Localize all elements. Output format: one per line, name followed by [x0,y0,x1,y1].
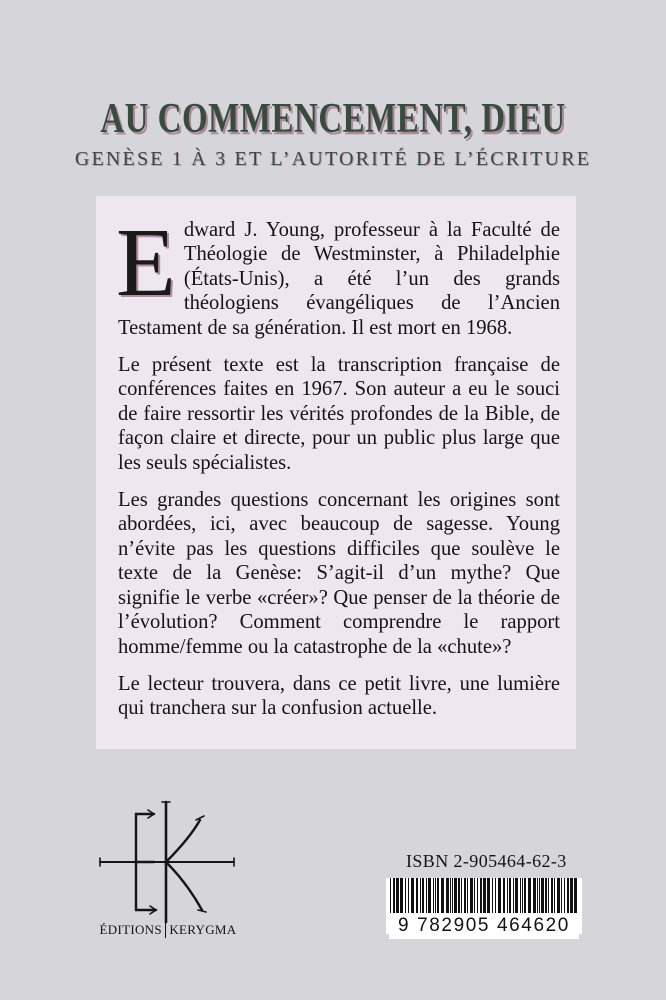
drop-cap: E [116,209,176,317]
publisher-name-left: ÉDITIONS [99,922,162,937]
back-cover-blurb [96,196,576,749]
blurb-paragraph-2: Le présent texte est la transcription française de conférences faites en 1967. Son auteur a eu le souci de faire ressortir les vérités profondes de la Bible, de façon claire et directe, pour un public plus large que les seuls spécialistes. [118,354,560,474]
publisher-logo [96,800,238,940]
book-subtitle: GENÈSE 1 À 3 ET L’AUTORITÉ DE L’ÉCRITURE [74,148,592,170]
publisher-name-divider [165,922,167,938]
blurb-paragraph-1 [116,209,560,340]
book-title: AU COMMENCEMENT, DIEU [100,96,566,143]
blurb-paragraph-4: Le lecteur trouvera, dans ce petit livre, une lumière qui tranchera sur la confusion actuelle. [118,672,560,720]
publisher-name [88,922,248,938]
blurb-paragraph-3: Les grandes questions concernant les origines sont abordées, ici, avec beaucoup de sagesse. Young n’évite pas les questions difficiles que soulève le texte de la Genèse: S’agit-il d’un mythe? Que signifie le verbe «créer»? Que penser de la théorie de l’évolution? Comment comprendre le rapport homme/femme ou la catastrophe de la «chute»? [118,489,560,658]
barcode-digits: 9 782905 464620 [389,913,579,939]
publisher-name-right: KERYGMA [169,922,237,937]
blurb-paragraph-1-text: dward J. Young, professeur à la Faculté de Théologie de Westminster, à Philadelphie (États-Unis), a été l’un des grands théologiens évangéliques de l’Ancien Testament de sa génération. Il est mort en 1968. [118,219,560,339]
isbn-label: ISBN 2-905464-62-3 [406,851,567,871]
